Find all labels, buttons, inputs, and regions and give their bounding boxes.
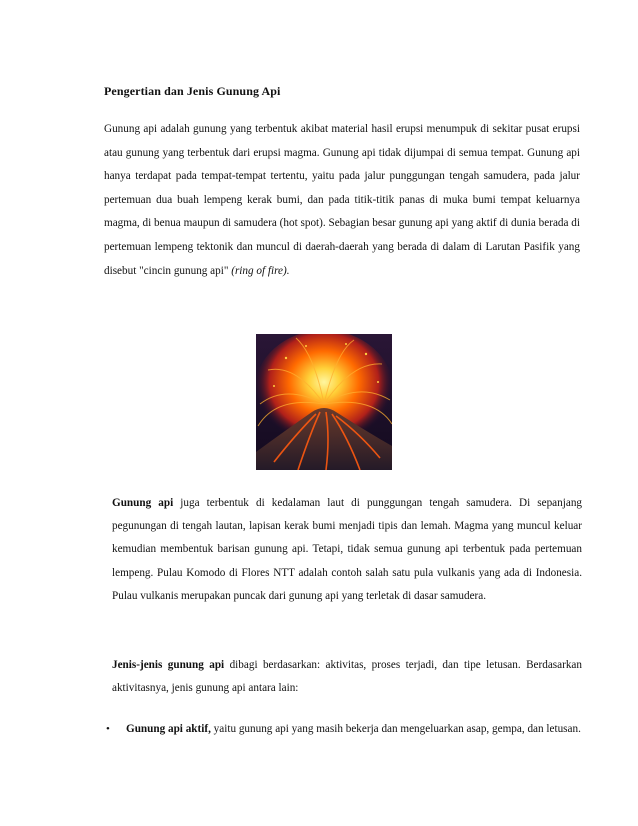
- ring-of-fire-italic: (ring of fire).: [231, 264, 290, 277]
- jenis-jenis-bold: Jenis-jenis gunung api: [112, 659, 225, 671]
- bullet-marker: •: [106, 723, 110, 735]
- ocean-volcano-paragraph-text: juga terbentuk di kedalaman laut di punggungan tengah samudera. Di sepanjang pegunungan di tengah lautan, lapisan kerak bumi menjadi tipis dan lemah. Magma yang muncul keluar kemudian membentuk barisan gunung api. Tetapi, tidak semua gunung api terbentuk pada pertemuan lempeng. Pulau Komodo di Flores NTT adalah contoh salah satu pula vulkanis yang ada di Indonesia. Pulau vulkanis merupakan puncak dari gunung api yang terletak di dasar samudera.: [112, 497, 583, 602]
- volcano-types-paragraph-text: dibagi berdasarkan: aktivitas, proses terjadi, dan tipe letusan. Berdasarkan aktivitasnya, jenis gunung api antara lain:: [112, 659, 582, 695]
- volcano-types-paragraph: [112, 654, 582, 700]
- gunung-api-bold: Gunung api: [112, 497, 174, 509]
- ocean-volcano-paragraph: [112, 492, 582, 608]
- intro-paragraph: [104, 118, 580, 283]
- bullet-text: [126, 718, 584, 741]
- erupting-volcano-photo-icon: [256, 334, 392, 470]
- active-volcano-bold: Gunung api aktif,: [126, 723, 211, 735]
- active-volcano-text: yaitu gunung api yang masih bekerja dan mengeluarkan asap, gempa, dan letusan.: [210, 723, 581, 735]
- list-item: [106, 718, 584, 741]
- document-title: Pengertian dan Jenis Gunung Api: [104, 84, 281, 98]
- volcano-image: [256, 334, 392, 470]
- intro-paragraph-text: Gunung api adalah gunung yang terbentuk akibat material hasil erupsi menumpuk di sekitar pusat erupsi atau gunung yang terbentuk dari erupsi magma. Gunung api tidak dijumpai di semua tempat. Gunung api hanya terdapat pada tempat-tempat tertentu, yaitu pada jalur punggungan tengah samudera, pada jalur pertemuan dua buah lempeng kerak bumi, dan pada titik-titik panas di muka bumi tempat keluarnya magma, di benua maupun di samudera (hot spot). Sebagian besar gunung api yang aktif di dunia berada di pertemuan lempeng tektonik dan muncul di daerah-daerah yang berada di dalam di Larutan Pasifik yang disebut "cincin gunung api": [104, 123, 580, 277]
